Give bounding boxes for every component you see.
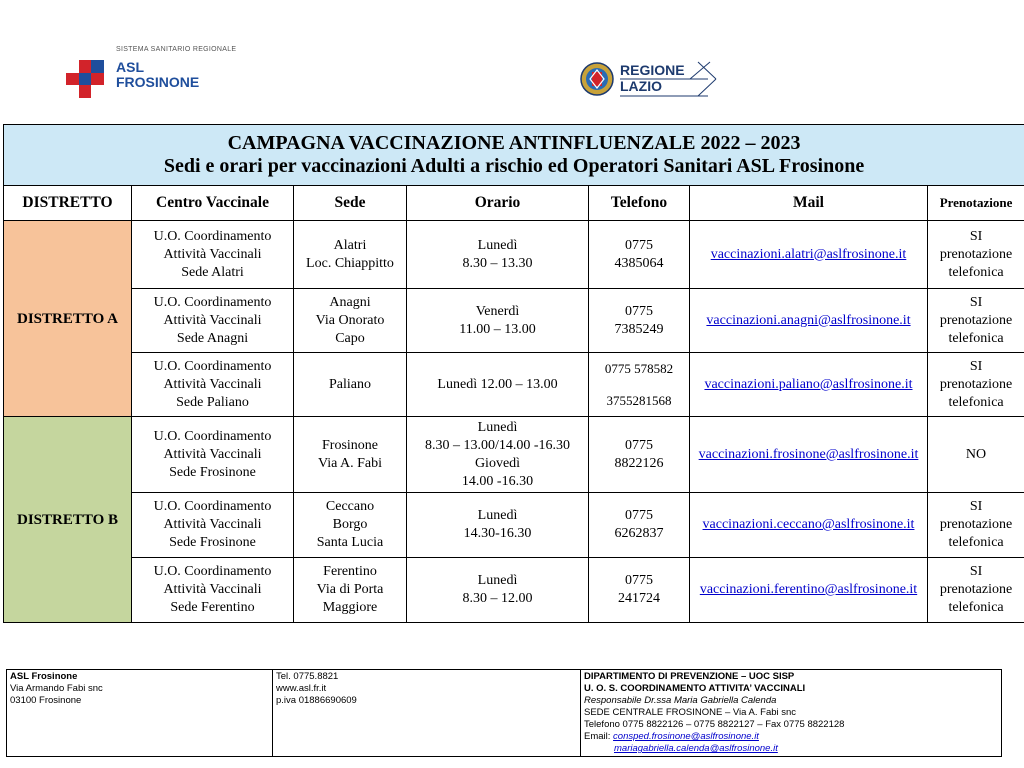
prenotazione-line: SI (969, 228, 983, 244)
sede-line: Ceccano (325, 499, 375, 514)
table-title (4, 125, 1024, 186)
header-sede: Sede (294, 186, 407, 221)
prenotazione-line: SI (969, 358, 983, 374)
prenotazione-line: telefonica (948, 264, 1004, 280)
mail-link-ceccano[interactable]: vaccinazioni.ceccano@aslfrosinone.it (702, 517, 915, 532)
footer-email1-link[interactable]: consped.frosinone@aslfrosinone.it (613, 731, 759, 742)
table-row (4, 353, 1024, 417)
orario-line: Venerdì (475, 303, 520, 319)
telefono-line: 0775 578582 (604, 360, 674, 376)
table-row (4, 493, 1024, 558)
telefono-cell (589, 289, 690, 353)
mail-cell (690, 289, 928, 353)
centro-cell (132, 417, 294, 493)
orario-cell (407, 417, 589, 493)
sede-line: Frosinone (322, 437, 378, 453)
telefono-cell (589, 493, 690, 558)
mail-cell (690, 558, 928, 623)
orario-line: 8.30 – 13.30 (462, 255, 533, 271)
mail-link-paliano[interactable]: vaccinazioni.paliano@aslfrosinone.it (704, 376, 913, 392)
sede-line: Via A. Fabi (317, 455, 383, 471)
sede-line: Via Onorato (315, 312, 385, 328)
lazio-name-line2: LAZIO (620, 78, 662, 94)
prenotazione-line: telefonica (948, 600, 1004, 615)
sede-cell (294, 289, 407, 353)
prenotazione-line: telefonica (948, 535, 1004, 550)
centro-line: Sede Anagni (176, 330, 249, 346)
orario-line: Lunedì 12.00 – 13.00 (437, 376, 558, 392)
lazio-seal-icon (580, 62, 614, 96)
centro-line: Sede Frosinone (169, 464, 256, 480)
header-telefono: Telefono (589, 186, 690, 221)
asl-name-line2: FROSINONE (116, 74, 200, 90)
mail-link-ferentino[interactable]: vaccinazioni.ferentino@aslfrosinone.it (699, 582, 918, 597)
prenotazione-line: prenotazione (939, 517, 1013, 532)
table-row (4, 221, 1024, 289)
telefono-line: 3755281568 (606, 392, 672, 408)
prenotazione-cell (928, 221, 1024, 289)
sede-cell (294, 493, 407, 558)
asl-name-line1: ASL (116, 59, 144, 75)
prenotazione-line: SI (969, 294, 983, 310)
telefono-line: 0775 (625, 508, 653, 523)
centro-cell (132, 289, 294, 353)
centro-line: Attività Vaccinali (163, 582, 262, 597)
orario-line: Lunedì (477, 237, 518, 253)
footer-sede: SEDE CENTRALE FROSINONE – Via A. Fabi snc (584, 707, 797, 718)
header-distretto: DISTRETTO (4, 186, 132, 221)
asl-name (116, 60, 199, 90)
telefono-line: 0775 (625, 237, 653, 253)
footer-asl-name: ASL Frosinone (10, 671, 78, 682)
mail-link-alatri[interactable]: vaccinazioni.alatri@aslfrosinone.it (710, 246, 907, 262)
orario-line: Lunedì (477, 573, 518, 588)
footer-email-label: Email: (584, 731, 614, 742)
telefono-line: 0775 (625, 303, 653, 319)
distretto-a-cell: DISTRETTO A (4, 221, 132, 417)
table-row (4, 417, 1024, 493)
centro-line: Sede Alatri (181, 264, 244, 280)
prenotazione-line: prenotazione (939, 246, 1013, 262)
asl-frosinone-logo (64, 46, 264, 102)
mail-cell (690, 353, 928, 417)
telefono-line: 7385249 (614, 321, 664, 337)
sede-line: Capo (335, 330, 365, 346)
telefono-line: 8822126 (614, 455, 664, 471)
header-centro: Centro Vaccinale (132, 186, 294, 221)
sede-cell (294, 417, 407, 493)
telefono-line: 0775 (625, 437, 653, 453)
asl-cross-icon (66, 60, 104, 98)
footer-email2-row (584, 743, 998, 755)
prenotazione-line: SI (969, 499, 983, 514)
orario-cell (407, 558, 589, 623)
sede-cell (294, 558, 407, 623)
table-row (4, 289, 1024, 353)
footer-piva: p.iva 01886690609 (276, 695, 357, 706)
telefono-line: 0775 (625, 573, 653, 588)
mail-link-anagni[interactable]: vaccinazioni.anagni@aslfrosinone.it (706, 312, 911, 328)
centro-cell (132, 353, 294, 417)
centro-cell (132, 558, 294, 623)
orario-line: 14.30-16.30 (463, 526, 532, 541)
centro-line: U.O. Coordinamento (153, 358, 272, 374)
table-header-row (4, 186, 1024, 221)
footer-asl-address: Via Armando Fabi snc (10, 683, 103, 694)
centro-line: Sede Paliano (176, 394, 249, 410)
sede-line: Alatri (333, 237, 367, 253)
footer-contacts (273, 670, 581, 757)
telefono-cell (589, 558, 690, 623)
footer-email2-link[interactable]: mariagabriella.calenda@aslfrosinone.it (614, 743, 778, 754)
table-row (4, 558, 1024, 623)
prenotazione-cell (928, 417, 1024, 493)
footer-tel: Tel. 0775.8821 (276, 671, 339, 682)
centro-line: Sede Ferentino (170, 600, 255, 615)
footer-department (581, 670, 1002, 757)
telefono-cell (589, 353, 690, 417)
centro-line: Attività Vaccinali (163, 446, 262, 462)
prenotazione-line: prenotazione (939, 312, 1013, 328)
orario-cell (407, 221, 589, 289)
centro-line: Attività Vaccinali (163, 312, 262, 328)
centro-line: U.O. Coordinamento (153, 428, 272, 444)
centro-line: U.O. Coordinamento (153, 294, 272, 310)
telefono-line: 4385064 (614, 255, 664, 271)
footer-phone: Telefono 0775 8822126 – 0775 8822127 – Fax 0775 8822128 (584, 719, 845, 730)
prenotazione-cell (928, 353, 1024, 417)
prenotazione-line: NO (965, 446, 987, 462)
centro-line: Sede Frosinone (169, 535, 256, 550)
centro-cell (132, 493, 294, 558)
mail-cell (690, 417, 928, 493)
centro-line: U.O. Coordinamento (153, 499, 272, 514)
telefono-cell (589, 417, 690, 493)
telefono-cell (589, 221, 690, 289)
orario-cell (407, 289, 589, 353)
lazio-name-line1: REGIONE (620, 62, 685, 78)
prenotazione-line: prenotazione (939, 376, 1013, 392)
footer-asl-city: 03100 Frosinone (10, 695, 82, 706)
sede-cell (294, 353, 407, 417)
sede-line: Maggiore (322, 600, 378, 615)
prenotazione-line: telefonica (948, 394, 1004, 410)
sede-line: Borgo (332, 517, 368, 532)
header-mail: Mail (690, 186, 928, 221)
sede-line: Anagni (329, 294, 371, 310)
header-orario: Orario (407, 186, 589, 221)
vaccination-schedule-table (3, 124, 1024, 623)
orario-cell (407, 353, 589, 417)
footer-dept: DIPARTIMENTO DI PREVENZIONE – UOC SISP (584, 671, 795, 682)
footer-web: www.asl.fr.it (276, 683, 327, 694)
mail-link-frosinone[interactable]: vaccinazioni.frosinone@aslfrosinone.it (698, 446, 919, 462)
orario-line: 14.00 -16.30 (461, 473, 534, 489)
prenotazione-line: prenotazione (939, 582, 1013, 597)
title-line2: Sedi e orari per vaccinazioni Adulti a rischio ed Operatori Sanitari ASL Frosinone (163, 155, 865, 177)
orario-line: 11.00 – 13.00 (459, 321, 536, 337)
sede-line: Loc. Chiappitto (306, 255, 394, 271)
lazio-name (620, 62, 685, 94)
mail-cell (690, 221, 928, 289)
footer-unit: U. O. S. COORDINAMENTO ATTIVITA’ VACCINALI (584, 683, 806, 694)
orario-line: 8.30 – 12.00 (462, 591, 533, 606)
distretto-b-cell: DISTRETTO B (4, 417, 132, 623)
centro-cell (132, 221, 294, 289)
title-line1: CAMPAGNA VACCINAZIONE ANTINFLUENZALE 2022 – 2023 (227, 132, 801, 154)
asl-subtitle: SISTEMA SANITARIO REGIONALE (116, 46, 237, 53)
orario-line: Giovedì (474, 455, 521, 471)
prenotazione-line: telefonica (948, 330, 1004, 346)
regione-lazio-logo (580, 60, 720, 98)
orario-line: 8.30 – 13.00/14.00 -16.30 (424, 437, 571, 453)
centro-line: Attività Vaccinali (163, 246, 262, 262)
centro-line: U.O. Coordinamento (153, 228, 272, 244)
prenotazione-line: SI (969, 564, 983, 579)
telefono-line: 241724 (618, 591, 660, 606)
telefono-line: 6262837 (614, 526, 664, 541)
sede-cell (294, 221, 407, 289)
centro-line: Attività Vaccinali (163, 376, 262, 392)
orario-cell (407, 493, 589, 558)
sede-line: Paliano (329, 376, 371, 392)
mail-cell (690, 493, 928, 558)
sede-line: Ferentino (323, 564, 377, 579)
footer-asl-info (7, 670, 273, 757)
prenotazione-cell (928, 558, 1024, 623)
prenotazione-cell (928, 493, 1024, 558)
orario-line: Lunedì (477, 419, 518, 435)
orario-line: Lunedì (477, 508, 518, 523)
footer-table (6, 669, 1002, 757)
footer-resp: Responsabile Dr.ssa Maria Gabriella Calenda (584, 695, 777, 706)
sede-line: Santa Lucia (316, 535, 384, 550)
centro-line: U.O. Coordinamento (153, 564, 272, 579)
sede-line: Via di Porta (316, 582, 384, 597)
header-prenotazione: Prenotazione (928, 186, 1024, 221)
footer-email-row (584, 731, 998, 743)
centro-line: Attività Vaccinali (163, 517, 262, 532)
prenotazione-cell (928, 289, 1024, 353)
